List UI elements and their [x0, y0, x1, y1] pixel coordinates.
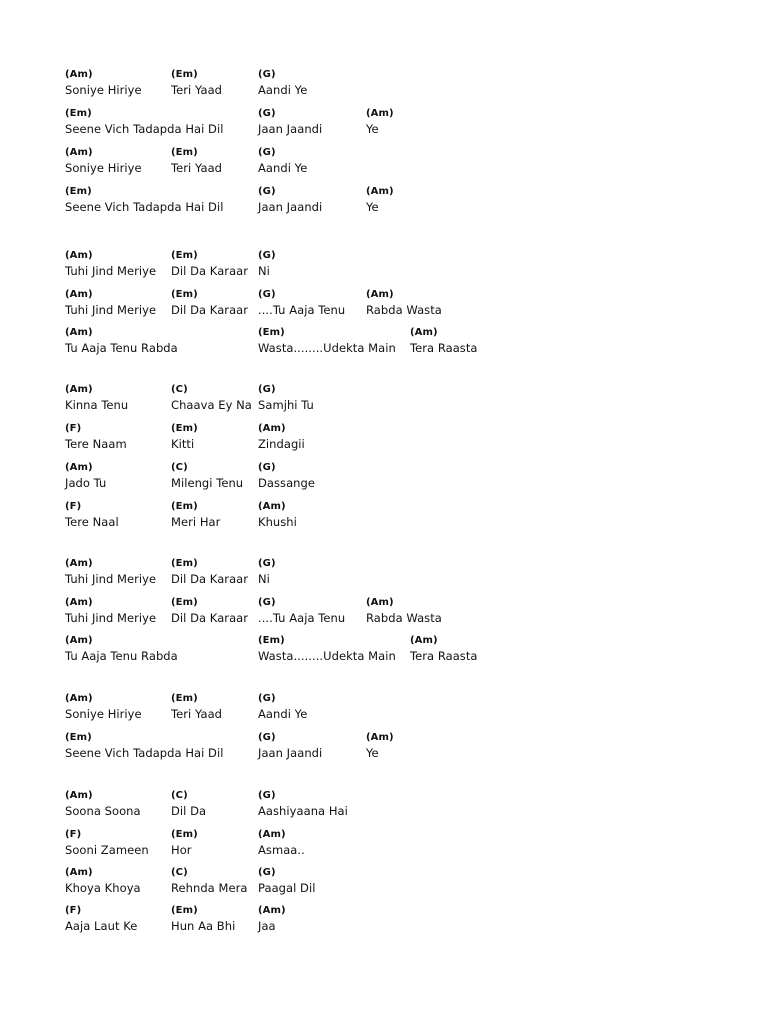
lyric-text: Seene Vich Tadapda Hai Dil [65, 122, 224, 136]
lyric-text: Zindagii [258, 437, 305, 451]
lyric-text: Hor [171, 843, 192, 857]
chord-label: (Am) [258, 905, 286, 916]
chord-label: (Am) [65, 147, 93, 158]
lyric-text: Meri Har [171, 515, 221, 529]
chord-label: (Em) [171, 250, 198, 261]
chord-lyric-pair [171, 249, 248, 279]
chord-lyric-pair [171, 146, 222, 176]
chord-label: (Am) [65, 635, 93, 646]
chord-label: (G) [258, 108, 276, 119]
lyric-text: Milengi Tenu [171, 476, 244, 490]
chord-lyric-pair [366, 185, 394, 215]
chord-lyric-pair [171, 383, 252, 413]
chord-label: (Am) [258, 829, 286, 840]
chord-lyric-pair [65, 249, 156, 279]
lyric-text: Teri Yaad [171, 161, 223, 175]
chord-lyric-pair [65, 828, 149, 858]
lyric-text: Dil Da Karaar [171, 572, 249, 586]
chord-label: (G) [258, 289, 276, 300]
chord-lyric-pair [65, 500, 119, 530]
chord-label: (Am) [65, 289, 93, 300]
lyric-text: Teri Yaad [171, 707, 223, 721]
chord-lyric-pair [65, 422, 127, 452]
lyric-text: Dil Da [171, 804, 207, 818]
lyric-text: Kitti [171, 437, 195, 451]
chord-label: (Em) [171, 905, 198, 916]
lyric-text: Rabda Wasta [366, 611, 442, 625]
lyric-text: Aandi Ye [258, 707, 308, 721]
chord-lyric-pair [65, 107, 223, 137]
chord-lyric-pair [258, 557, 276, 587]
lyric-text: Wasta........Udekta Main [258, 649, 396, 663]
chord-label: (Am) [366, 108, 394, 119]
chord-lyric-pair [258, 146, 307, 176]
chord-lyric-pair [258, 288, 345, 318]
chord-line [0, 828, 768, 862]
chord-lyric-pair [171, 557, 248, 587]
chord-line [0, 461, 768, 495]
chord-lyric-pair [171, 789, 206, 819]
chord-label: (G) [258, 693, 276, 704]
chord-lyric-pair [65, 146, 142, 176]
chord-lyric-pair [171, 500, 220, 530]
chord-line [0, 326, 768, 360]
chord-line [0, 789, 768, 823]
chord-lyric-pair [171, 68, 222, 98]
chord-lyric-pair [65, 866, 141, 896]
lyric-text: Tuhi Jind Meriye [65, 303, 157, 317]
chord-line [0, 596, 768, 630]
chord-lyric-pair [366, 596, 442, 626]
chord-lyric-pair [258, 692, 307, 722]
lyric-text: Samjhi Tu [258, 398, 314, 412]
chord-line [0, 185, 768, 219]
chord-lyric-pair [65, 904, 137, 934]
chord-label: (Am) [65, 597, 93, 608]
lyric-text: Jaan Jaandi [258, 746, 323, 760]
chord-label: (Em) [65, 732, 92, 743]
chord-lyric-pair [171, 866, 247, 896]
chord-label: (Am) [65, 790, 93, 801]
lyric-text: Soniye Hiriye [65, 707, 142, 721]
chord-lyric-pair [258, 789, 348, 819]
chord-label: (Am) [65, 558, 93, 569]
lyric-text: Ye [366, 746, 379, 760]
lyric-text: Asmaa.. [258, 843, 305, 857]
chord-label: (Am) [65, 69, 93, 80]
lyric-text: Tu Aaja Tenu Rabda [65, 341, 178, 355]
lyric-text: Ni [258, 572, 270, 586]
chord-lyric-pair [65, 383, 128, 413]
chord-lyric-pair [258, 326, 396, 356]
chord-label: (Am) [65, 693, 93, 704]
chord-label: (Em) [258, 327, 285, 338]
chord-line [0, 634, 768, 668]
chord-lyric-pair [258, 500, 297, 530]
lyric-text: Ni [258, 264, 270, 278]
lyric-text: Jaan Jaandi [258, 122, 323, 136]
chord-label: (Am) [366, 186, 394, 197]
chord-label: (G) [258, 790, 276, 801]
chord-label: (G) [258, 867, 276, 878]
chord-lyric-pair [258, 249, 276, 279]
chord-lyric-pair [258, 383, 314, 413]
chord-lyric-pair [65, 326, 178, 356]
lyric-text: Jaa [258, 919, 276, 933]
chord-label: (Am) [65, 384, 93, 395]
chord-lyric-pair [65, 789, 141, 819]
lyric-text: Dil Da Karaar [171, 611, 249, 625]
chord-label: (C) [171, 867, 188, 878]
chord-label: (C) [171, 384, 188, 395]
lyric-text: Tere Naam [65, 437, 127, 451]
chord-line [0, 904, 768, 938]
chord-label: (Am) [258, 501, 286, 512]
chord-label: (C) [171, 790, 188, 801]
chord-label: (Em) [171, 829, 198, 840]
chord-label: (G) [258, 384, 276, 395]
chord-label: (Em) [171, 69, 198, 80]
chord-label: (Em) [171, 558, 198, 569]
lyric-text: Aandi Ye [258, 83, 308, 97]
lyric-text: Khoya Khoya [65, 881, 141, 895]
chord-line [0, 383, 768, 417]
chord-lyric-pair [258, 866, 315, 896]
chord-label: (Am) [410, 635, 438, 646]
lyric-text: Tuhi Jind Meriye [65, 572, 157, 586]
lyric-text: ....Tu Aaja Tenu [258, 611, 346, 625]
chord-label: (G) [258, 186, 276, 197]
chord-label: (F) [65, 905, 82, 916]
chord-label: (Em) [171, 423, 198, 434]
chord-label: (Em) [65, 186, 92, 197]
chord-lyric-pair [65, 68, 142, 98]
chord-label: (Em) [171, 501, 198, 512]
chord-label: (Am) [65, 867, 93, 878]
chord-label: (G) [258, 558, 276, 569]
chord-label: (G) [258, 732, 276, 743]
chord-line [0, 422, 768, 456]
chord-label: (Am) [65, 250, 93, 261]
chord-lyric-pair [366, 288, 442, 318]
lyric-text: Jaan Jaandi [258, 200, 323, 214]
chord-label: (G) [258, 69, 276, 80]
chord-label: (F) [65, 501, 82, 512]
lyric-text: Tuhi Jind Meriye [65, 264, 157, 278]
lyric-text: Tu Aaja Tenu Rabda [65, 649, 178, 663]
chord-label: (F) [65, 829, 82, 840]
lyric-text: Teri Yaad [171, 83, 223, 97]
chord-line [0, 288, 768, 322]
chord-label: (Am) [410, 327, 438, 338]
chord-label: (G) [258, 147, 276, 158]
chord-lyric-pair [171, 288, 248, 318]
chord-lyric-pair [366, 107, 394, 137]
chord-lyric-pair [258, 904, 286, 934]
chord-label: (G) [258, 462, 276, 473]
chord-lyric-pair [171, 692, 222, 722]
lyric-text: Jado Tu [65, 476, 107, 490]
chord-line [0, 731, 768, 765]
lyric-text: Soniye Hiriye [65, 83, 142, 97]
lyric-text: Chaava Ey Na [171, 398, 252, 412]
lyric-text: Hun Aa Bhi [171, 919, 236, 933]
chord-label: (Em) [171, 147, 198, 158]
lyric-text: Rabda Wasta [366, 303, 442, 317]
chord-label: (G) [258, 250, 276, 261]
chord-label: (Am) [65, 327, 93, 338]
chord-line [0, 557, 768, 591]
lyric-text: Dassange [258, 476, 315, 490]
chord-line [0, 146, 768, 180]
chord-lyric-pair [258, 107, 322, 137]
chord-label: (Am) [366, 289, 394, 300]
chord-lyric-pair [258, 185, 322, 215]
chord-label: (Em) [258, 635, 285, 646]
lyric-text: Dil Da Karaar [171, 264, 249, 278]
lyric-text: Ye [366, 122, 379, 136]
chord-lyric-pair [65, 731, 223, 761]
chord-lyric-pair [410, 326, 478, 356]
chord-lyric-pair [171, 461, 243, 491]
chord-lyric-pair [171, 828, 198, 858]
lyric-text: Tera Raasta [410, 649, 478, 663]
lyric-text: Seene Vich Tadapda Hai Dil [65, 200, 224, 214]
chord-lyric-pair [258, 634, 396, 664]
lyric-text: Soona Soona [65, 804, 141, 818]
lyric-text: Tere Naal [65, 515, 119, 529]
chord-lyric-pair [410, 634, 478, 664]
chord-label: (Am) [366, 732, 394, 743]
lyric-text: Tuhi Jind Meriye [65, 611, 157, 625]
lyric-text: Ye [366, 200, 379, 214]
chord-lyric-pair [65, 288, 156, 318]
lyric-text: Dil Da Karaar [171, 303, 249, 317]
chord-lyric-pair [258, 596, 345, 626]
chord-lyric-pair [65, 557, 156, 587]
lyric-text: Sooni Zameen [65, 843, 149, 857]
chord-line [0, 866, 768, 900]
chord-lyric-pair [65, 692, 142, 722]
chord-lyric-pair [258, 422, 305, 452]
chord-label: (Em) [171, 289, 198, 300]
chord-label: (Em) [65, 108, 92, 119]
chord-label: (G) [258, 597, 276, 608]
lyric-text: Tera Raasta [410, 341, 478, 355]
chord-label: (Am) [258, 423, 286, 434]
chord-label: (Em) [171, 597, 198, 608]
lyric-text: Rehnda Mera [171, 881, 248, 895]
chord-line [0, 500, 768, 534]
chord-lyric-pair [258, 828, 305, 858]
lyric-text: Seene Vich Tadapda Hai Dil [65, 746, 224, 760]
lyric-text: Aandi Ye [258, 161, 308, 175]
chord-line [0, 249, 768, 283]
chord-lyric-pair [258, 461, 315, 491]
chord-lyric-pair [171, 422, 198, 452]
chord-label: (F) [65, 423, 82, 434]
lyric-text: Aaja Laut Ke [65, 919, 138, 933]
lyric-text: Paagal Dil [258, 881, 316, 895]
chord-lyric-pair [171, 904, 235, 934]
chord-label: (Am) [65, 462, 93, 473]
chord-lyric-pair [65, 634, 178, 664]
lyric-text: Soniye Hiriye [65, 161, 142, 175]
lyric-text: Khushi [258, 515, 297, 529]
lyric-text: ....Tu Aaja Tenu [258, 303, 346, 317]
chord-line [0, 107, 768, 141]
chord-lyric-pair [366, 731, 394, 761]
chord-label: (Em) [171, 693, 198, 704]
chord-lyric-pair [258, 731, 322, 761]
lyric-text: Aashiyaana Hai [258, 804, 348, 818]
chord-lyric-pair [171, 596, 248, 626]
chord-lyric-pair [65, 461, 106, 491]
chord-lyric-pair [258, 68, 307, 98]
lyric-text: Wasta........Udekta Main [258, 341, 396, 355]
chord-line [0, 68, 768, 102]
chord-label: (C) [171, 462, 188, 473]
lyric-text: Kinna Tenu [65, 398, 129, 412]
chord-line [0, 692, 768, 726]
chord-lyric-pair [65, 596, 156, 626]
chord-label: (Am) [366, 597, 394, 608]
chord-lyric-pair [65, 185, 223, 215]
